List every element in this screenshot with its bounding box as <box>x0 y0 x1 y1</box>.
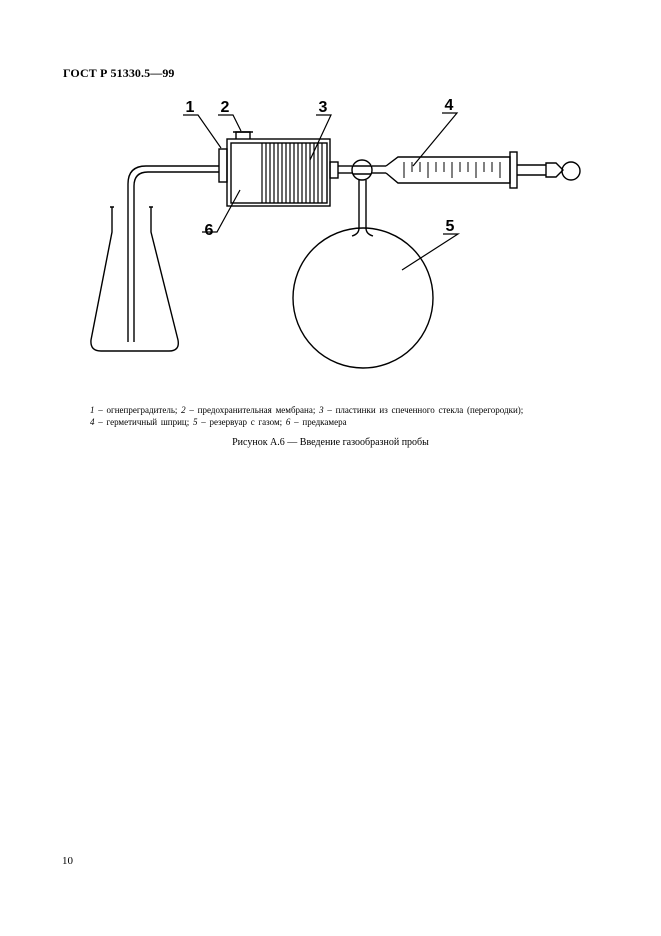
callout-6: 6 <box>204 222 214 239</box>
callout-5: 5 <box>445 218 455 235</box>
callout-3: 3 <box>318 99 328 116</box>
legend-number: 5 <box>192 417 198 427</box>
legend-text: – предохранительная мембрана; <box>185 405 320 415</box>
legend-number: 4 <box>90 417 95 427</box>
callout-2: 2 <box>220 99 230 116</box>
stopcock <box>352 160 386 180</box>
safety-membrane <box>233 132 253 139</box>
page-number: 10 <box>62 855 73 867</box>
legend-line-2 <box>90 416 590 428</box>
legend-text: – пластинки из спеченного стекла (перегородки); <box>323 405 524 415</box>
figure-legend <box>90 404 590 428</box>
legend-text: – предкамера <box>290 417 347 427</box>
figure-caption: Рисунок А.6 — Введение газообразной пробы <box>232 437 429 448</box>
legend-number: 1 <box>90 405 95 415</box>
legend-number: 2 <box>181 405 186 415</box>
legend-line-1 <box>90 404 590 416</box>
apparatus-diagram <box>0 0 661 400</box>
inlet-tube <box>128 166 219 342</box>
document-header: ГОСТ Р 51330.5—99 <box>63 66 175 80</box>
callout-1: 1 <box>185 99 195 116</box>
syringe <box>386 152 580 188</box>
legend-text: – герметичный шприц; <box>94 417 193 427</box>
callout-leaders <box>183 113 458 270</box>
legend-number: 6 <box>285 417 291 427</box>
legend-text: – резервуар с газом; <box>197 417 286 427</box>
outlet-tube <box>330 162 352 178</box>
legend-text: – огнепреградитель; <box>94 405 182 415</box>
legend-number: 3 <box>319 405 324 415</box>
gas-reservoir <box>293 180 433 368</box>
callout-4: 4 <box>444 97 454 114</box>
sintered-glass-plates <box>262 143 322 203</box>
